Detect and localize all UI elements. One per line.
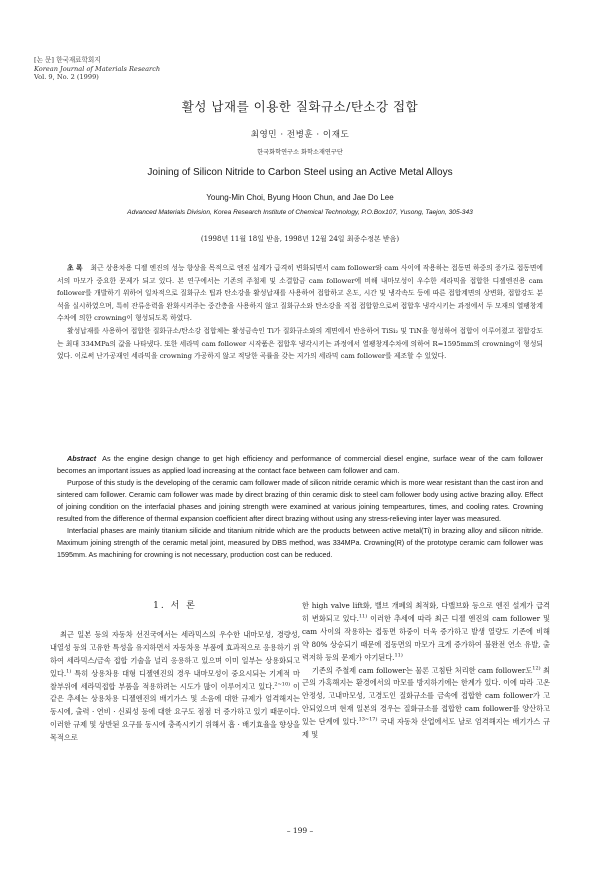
journal-name-en: Korean Journal of Materials Research	[34, 64, 161, 73]
citation: 1)	[66, 668, 72, 675]
authors-ko: 최영민 · 전병훈 · 이재도	[250, 130, 350, 140]
body-paragraph	[302, 600, 550, 665]
abstract-ko	[57, 262, 543, 363]
journal-header	[34, 56, 160, 82]
body-column-left	[50, 600, 300, 745]
citation: 11)	[358, 613, 368, 620]
abstract-ko-paragraph	[57, 262, 543, 325]
body-paragraph	[50, 629, 300, 745]
affiliation-en: Advanced Materials Division, Korea Research Institute of Chemical Technology, P.O.Box107, Yusong, Taejon, 305-343	[127, 209, 473, 216]
body-text: 이러한 추세에 따라 최근 디젤 엔진의 cam follower 및 cam 사이의 작용하는 접동면 하중이 더욱 증가하고 발생 열량도 기존에 비해 약 80% 상승되기 때문에 접동면의 마모가 크게 증가하여 불완전 연소 유발, 출력저하 등의 문제가 야기된다.	[302, 613, 550, 662]
body-paragraph	[302, 665, 550, 742]
received-dates: (1998년 11월 18일 받음, 1998년 12월 24일 최종수정본 받음)	[200, 235, 400, 243]
abstract-ko-text: 최근 상용차용 디젤 엔진의 성능 향상을 목적으로 엔진 설계가 급격히 변화되면서 cam follower와 cam 사이에 작용하는 접동면 하중의 증가로 접동면에서의 마모가 중요한 문제가 되고 있다. 본 연구에서는 기존의 주철제 및 소결합금 cam follower에 비해 내마모성이 우수한 세라믹을 접합한 디젤엔진용 cam follower를 개발하기 위하여 일차적으로 질화규소 팁과 탄소강을 활성납재를 사용하여 접합하고 온도, 시간 및 냉각속도 등에 따른 접합계면의 상변화, 접합강도 분석을 실시하였으며, 특히 잔류응력을 완화시켜주는 중간층을 사용하지 않고 질화규소와 탄소강을 직접 접합함으로써 접합후 냉각시키는 과정에서 두 모재의 열팽창계수차에 의한 crowning이 형성되도록 하였다.	[57, 264, 543, 323]
abstract-ko-label: 초 록	[67, 264, 83, 272]
body-text: 한 high valve lift화, 밸브 개폐의 최적화, 다밸브화 등으로 엔진 설계가 급격히 변화되고 있다.	[302, 601, 550, 623]
authors-en: Young-Min Choi, Byung Hoon Chun, and Jae Do Lee	[206, 193, 394, 202]
body-text: 이 같은 추세는 상용차용 디젤엔진의 배기가스 및 소음에 대한 규제가 엄격해지는 동시에, 출력 · 연비 · 신뢰성 등에 대한 요구도 점점 더 증가하고 있기 때문이다. 이러한 규제 및 상반된 요구를 동시에 충족시키기 위해서 흡 · 배기효율을 향상을 목적으로	[50, 681, 300, 743]
body-text: 최근의 가혹해지는 환경에서의 마모를 방지하기에는 한계가 있다. 이에 따라 고온 안정성, 고내마모성, 고경도인 질화규소를 금속에 접합한 cam follower가 고안되었으며 현재 일본의 경우는 질화규소를 접합한 cam follower를 양산하고 있는 단계에 있다.	[302, 665, 550, 727]
abstract-en-label: Abstract	[67, 454, 97, 463]
abstract-ko-paragraph: 활성납재를 사용하여 접합한 질화규소/탄소강 접합체는 활성금속인 Ti가 질화규소와의 계면에서 반응하여 TiSi₂ 및 TiN을 형성하여 접합이 이루어졌고 접합강도는 최대 334MPa의 값을 나타냈다. 또한 세라믹 cam follower 시작품은 접합후 냉각시키는 과정에서 열팽창계수차에 의하여 R=1595mm의 crowning이 형성되었다. 이로써 난가공재인 세라믹을 crowning 가공하지 않고 적당한 곡률을 갖는 저가의 세라믹 cam follower를 제조할 수 있었다.	[57, 326, 543, 361]
paper-title-en: Joining of Silicon Nitride to Carbon Steel using an Active Metal Alloys	[147, 167, 453, 178]
body-text: 최근 일본 등의 자동차 선진국에서는 세라믹스의 우수한 내마모성, 경량성, 내열성 등의 고유한 특성을 유지하면서 자동차용 부품에 효과적으로 응용하기 위하여 세라믹스/금속 접합 기술을 널리 응용하고 있으며 이미 일부는 상용화되고 있다.	[50, 629, 300, 678]
abstract-en-paragraph: Interfacial phases are mainly titanium silicide and titanium nitride which are the products between active metal(Ti) in brazing alloy and silicon nitride. Maximum joining strength of the ceramic metal joint, measured by DBS method, was 334MPa. Crowning(R) of the prototype ceramic cam follower was 1595mm. As machining for crowning is not necessary, production cost can be reduced.	[57, 526, 543, 559]
body-text: 국내 자동차 산업에서도 날로 엄격해지는 배기가스 규제 및	[302, 717, 550, 740]
paper-title-ko: 활성 납재를 이용한 질화규소/탄소강 접합	[181, 99, 419, 114]
section-heading-introduction: 1. 서 론	[153, 601, 197, 611]
journal-volume: Vol. 9, No. 2 (1999)	[34, 73, 99, 82]
affiliation-ko: 한국화학연구소 화학소재연구단	[257, 149, 343, 156]
citation: 2~10)	[274, 681, 291, 688]
abstract-en-text: As the engine design change to get high efficiency and performance of commercial diesel engine, surface wear of the cam follower becomes an important issues as applied load increasing at the contact face between cam follower and cam.	[57, 454, 543, 475]
abstract-en-paragraph: Purpose of this study is the developing of the ceramic cam follower made of silicon nitride ceramic which is more wear resistant than the cast iron and sintered cam follower. Ceramic cam follower was made by direct brazing of thin ceramic disk to steel cam follower body using active brazing alloy. Effect of joining condition on the interfacial phases and joining strength were examined at various joining tempeartures, times, and cooling rates. Crowning resulted from the difference of thermal expansion coefficient after direct brazing without using any stress-relieving inter layer was measured.	[57, 478, 543, 523]
citation: 11)	[394, 652, 403, 659]
abstract-en-paragraph	[57, 453, 543, 477]
citation: 12)	[532, 665, 541, 672]
body-column-right	[302, 600, 550, 742]
journal-name-ko: [논 문] 한국재료학회지	[34, 56, 101, 64]
page-number: – 199 –	[286, 826, 314, 835]
body-text: 특히 상용차용 대형 디젤엔진의 경우 내마모성이 중요시되는 기계적 마찰부위에 세라믹접합 부품을 적용하려는 시도가 많이 이루어지고 있다.	[50, 668, 300, 691]
body-text: 기존의 주철제 cam follower는 물론 고침탄 처리한 cam follower도	[312, 665, 533, 675]
abstract-en	[57, 453, 543, 561]
citation: 13~17)	[358, 716, 378, 723]
